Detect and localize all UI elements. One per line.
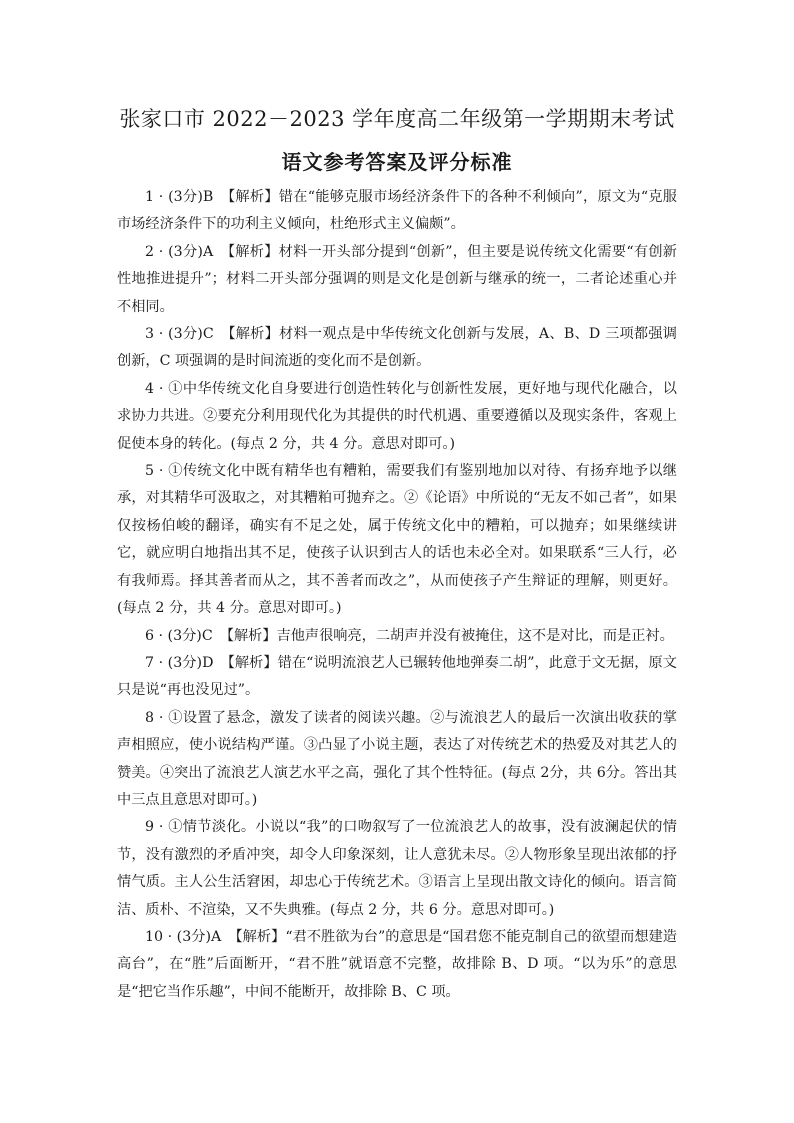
answer-key-subtitle: 语文参考答案及评分标准 [281, 150, 513, 174]
answer-item-7: 7 · (3分)D 【解析】错在“说明流浪艺人已辗转他地弹奏二胡”，此意于文无据，原文只是说“再也没见过”。 [117, 654, 677, 699]
answer-item-9: 9 · ①情节淡化。小说以“我”的口吻叙写了一位流浪艺人的故事，没有波澜起伏的情节，没有激烈的矛盾冲突，却令人印象深刻，让人意犹未尽。②人物形象呈现出浓郁的抒情气质。主人公生活窘困，却忠心于传统艺术。③语言上呈现出散文诗化的倾向。语言简洁、质朴、不渲染，又不失典雅。(每点 2 分，共 6 分。意思对即可。) [117, 819, 677, 918]
exam-title: 张家口市 2022－2023 学年度高二年级第一学期期末考试 [119, 107, 675, 131]
answer-item-4: 4 · ①中华传统文化自身要进行创造性转化与创新性发展，更好地与现代化融合，以求协力共进。②要充分利用现代化为其提供的时代机遇、重要遵循以及现实条件，客观上促使本身的转化。(每点 2 分，共 4 分。意思对即可。) [117, 380, 677, 452]
answer-item-2: 2 · (3分)A 【解析】材料一开头部分提到“创新”，但主要是说传统文化需要“有创新性地推进提升”；材料二开头部分强调的则是文化是创新与继承的统一，二者论述重心并不相同。 [117, 243, 677, 315]
answer-item-3: 3 · (3分)C 【解析】材料一观点是中华传统文化创新与发展，A、B、D 三项都强调创新，C 项强调的是时间流逝的变化而不是创新。 [117, 326, 677, 370]
answer-item-6: 6 · (3分)C 【解析】吉他声很响亮，二胡声并没有被掩住，这不是对比，而是正衬。 [145, 627, 674, 644]
answer-item-1: 1 · (3分)B 【解析】错在“能够克服市场经济条件下的各种不利倾向”，原文为“克服市场经济条件下的功利主义倾向，杜绝形式主义偏颇”。 [117, 189, 677, 233]
answer-item-5: 5 · ①传统文化中既有精华也有糟粕，需要我们有鉴别地加以对待、有扬弃地予以继承，对其精华可汲取之，对其糟粕可抛弃之。②《论语》中所说的“无友不如己者”，如果仅按杨伯峻的翻译，确实有不足之处，属于传统文化中的糟粕，可以抛弃；如果继续讲它，就应明白地指出其不足，使孩子认识到古人的话也未必全对。如果联系“三人行，必有我师焉。择其善者而从之，其不善者而改之”，从而使孩子产生辩证的理解，则更好。(每点 2 分，共 4 分。意思对即可。) [117, 463, 677, 617]
answer-item-10: 10 · (3分)A 【解析】“君不胜欲为台”的意思是“国君您不能克制自己的欲望而想建造高台”，在“胜”后面断开，“君不胜”就语意不完整，故排除 B、D 项。“以为乐”的意思是“把它当作乐趣”，中间不能断开，故排除 B、C 项。 [117, 928, 677, 1000]
answer-item-8: 8 · ①设置了悬念，激发了读者的阅读兴趣。②与流浪艺人的最后一次演出收获的掌声相照应，使小说结构严谨。③凸显了小说主题，表达了对传统艺术的热爱及对其艺人的赞美。④突出了流浪艺人演艺水平之高，强化了其个性特征。(每点 2分，共 6分。答出其中三点且意思对即可。) [117, 709, 677, 808]
answer-list [117, 184, 677, 1006]
